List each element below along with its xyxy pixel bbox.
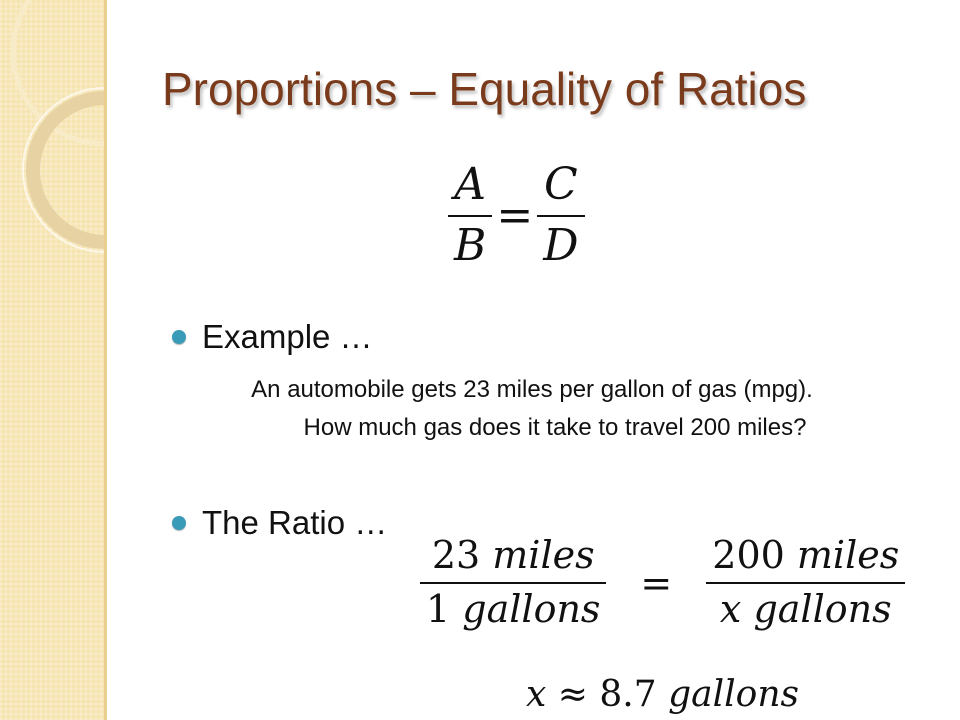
bullet-dot-icon	[172, 330, 186, 344]
problem-line-1: An automobile gets 23 miles per gallon of gas (mpg).	[251, 376, 813, 403]
general-proportion-formula	[448, 160, 585, 271]
bullet-label: Example …	[202, 318, 373, 355]
bullet-dot-icon	[172, 516, 186, 530]
bullet-label: The Ratio …	[202, 504, 388, 541]
problem-line-2: How much gas does it take to travel 200 miles?	[303, 414, 807, 441]
equals-sign: =	[496, 190, 534, 242]
answer-variable: x	[526, 674, 547, 715]
fraction-bar	[448, 215, 492, 217]
answer-equation	[526, 674, 799, 715]
side-band-edge	[104, 0, 107, 720]
numerator-c: C	[544, 159, 578, 210]
ratio-right-denominator: x gallons	[719, 586, 892, 631]
bullet-the-ratio	[172, 504, 387, 542]
ratio-left-numerator: 23 miles	[431, 533, 595, 577]
fraction-bar	[420, 582, 606, 584]
approx-sign: ≈	[557, 674, 588, 715]
denominator-d: D	[543, 219, 579, 271]
ratio-equation	[420, 534, 905, 631]
decorative-side-band	[0, 0, 106, 720]
ratio-right-numerator: 200 miles	[712, 533, 900, 577]
fraction-a-over-b	[448, 160, 492, 271]
fraction-23-miles-per-1-gallon	[420, 534, 606, 631]
equals-sign: =	[640, 560, 673, 605]
slide-title: Proportions – Equality of Ratios	[162, 63, 807, 115]
fraction-bar	[706, 582, 905, 584]
fraction-200-miles-per-x-gallons	[706, 534, 905, 631]
answer-unit: gallons	[668, 674, 799, 715]
fraction-bar	[537, 215, 584, 217]
denominator-b: B	[454, 219, 487, 271]
decorative-circles	[0, 0, 106, 720]
fraction-c-over-d	[537, 160, 584, 271]
numerator-a: A	[454, 159, 487, 210]
ratio-left-denominator: 1 gallons	[426, 586, 601, 631]
answer-value: 8.7	[599, 674, 657, 715]
bullet-example	[172, 318, 373, 356]
